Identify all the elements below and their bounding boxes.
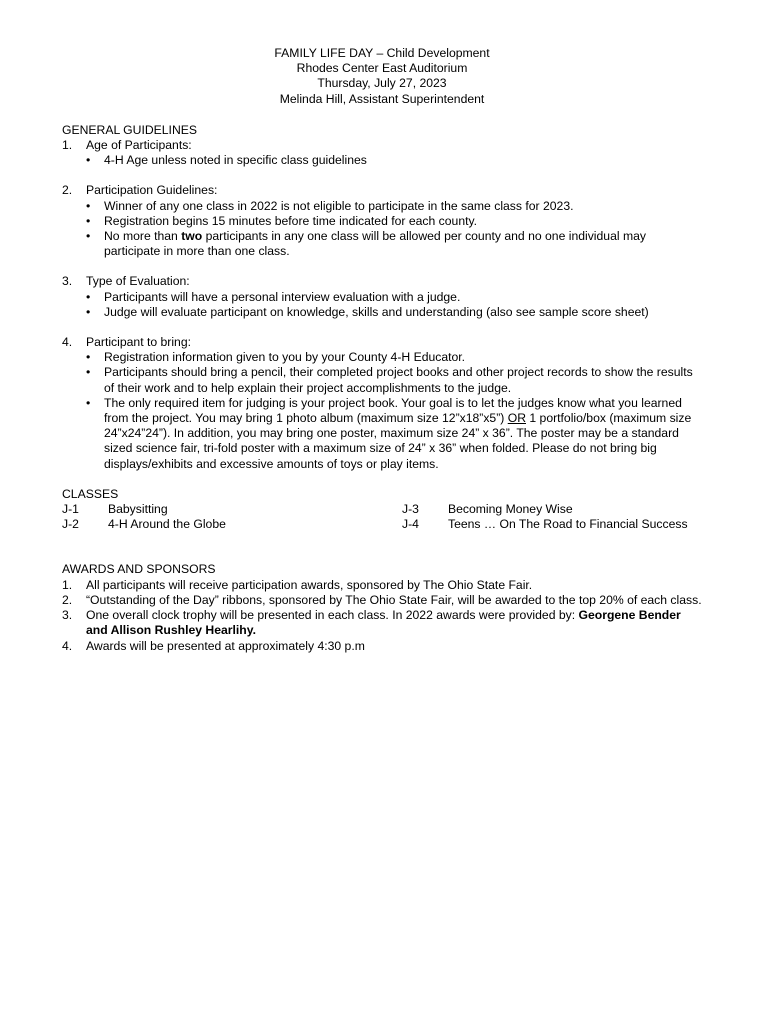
list-item: • Registration information given to you by your County 4-H Educator. xyxy=(62,350,702,365)
document-page xyxy=(62,46,702,654)
award-item: 2. “Outstanding of the Day” ribbons, sponsored by The Ohio State Fair, will be awarded to the top 20% of each class. xyxy=(62,592,702,607)
item-number: 1. xyxy=(62,138,73,153)
evaluation-bullets xyxy=(62,290,702,320)
class-name: Teens … On The Road to Financial Success xyxy=(448,517,688,532)
bullet-icon: • xyxy=(86,395,91,410)
guideline-participation xyxy=(62,183,702,198)
bullet-icon: • xyxy=(86,153,91,168)
item-number: 2. xyxy=(62,592,73,607)
bullet-icon: • xyxy=(86,229,91,244)
class-name: Becoming Money Wise xyxy=(448,502,573,517)
guideline-bring xyxy=(62,335,702,350)
document-header xyxy=(62,46,702,107)
item-number: 3. xyxy=(62,274,73,289)
item-title: Type of Evaluation: xyxy=(86,274,190,289)
item-title: Age of Participants: xyxy=(86,138,192,153)
item-number: 4. xyxy=(62,335,73,350)
item-title: Participation Guidelines: xyxy=(86,183,218,198)
award-item: 1. All participants will receive participation awards, sponsored by The Ohio State Fair. xyxy=(62,577,533,592)
item-number: 4. xyxy=(62,638,73,653)
list-item: • Participants will have a personal interview evaluation with a judge. xyxy=(62,290,702,305)
bullet-icon: • xyxy=(86,304,91,319)
guideline-age xyxy=(62,138,702,153)
list-item: • Judge will evaluate participant on knowledge, skills and understanding (also see sample score sheet) xyxy=(62,305,702,320)
event-superintendent: Melinda Hill, Assistant Superintendent xyxy=(279,91,485,106)
list-item: • Participants should bring a pencil, their completed project books and other project records to show the results of their work and to help explain their project accomplishments to the judge. xyxy=(62,365,702,395)
classes-table xyxy=(62,502,702,532)
age-bullets xyxy=(62,153,702,168)
bullet-icon: • xyxy=(86,365,91,380)
event-location: Rhodes Center East Auditorium xyxy=(296,61,468,76)
class-code: J-2 xyxy=(62,517,79,532)
guideline-evaluation xyxy=(62,274,702,289)
class-name: 4-H Around the Globe xyxy=(108,517,226,532)
item-number: 2. xyxy=(62,183,73,198)
bring-bullets xyxy=(62,350,702,472)
list-item: • Registration begins 15 minutes before time indicated for each county. xyxy=(62,214,702,229)
awards-heading: AWARDS AND SPONSORS xyxy=(62,562,216,577)
class-code: J-4 xyxy=(402,517,419,532)
award-item: 3. One overall clock trophy will be presented in each class. In 2022 awards were provided by: Georgene Bender and Allison Rushley Hearlihy. xyxy=(62,608,681,638)
bullet-icon: • xyxy=(86,213,91,228)
class-name: Babysitting xyxy=(108,502,168,517)
event-title: FAMILY LIFE DAY – Child Development xyxy=(274,46,490,60)
list-item: • No more than two participants in any one class will be allowed per county and no one individual may participate in more than one class. xyxy=(62,229,702,259)
bullet-icon: • xyxy=(86,289,91,304)
class-code: J-1 xyxy=(62,502,79,517)
list-item: • The only required item for judging is your project book. Your goal is to let the judges know what you learned from the project. You may bring 1 photo album (maximum size 12”x18”x5”) OR 1 portfolio/box (maximum size 24”x24”24”). In addition, you may bring one poster, maximum size 24” x 36”. The poster may be a standard sized science fair, tri-fold poster with a maximum size of 24” x 36” when folded. Please do not bring big displays/exhibits and excessive amounts of toys or play items. xyxy=(62,396,702,472)
general-guidelines-heading: GENERAL GUIDELINES xyxy=(62,122,198,137)
bullet-icon: • xyxy=(86,198,91,213)
item-title: Participant to bring: xyxy=(86,335,192,350)
classes-heading: CLASSES xyxy=(62,486,119,501)
class-code: J-3 xyxy=(402,502,419,517)
participation-bullets xyxy=(62,199,702,260)
event-date: Thursday, July 27, 2023 xyxy=(317,76,447,91)
bullet-icon: • xyxy=(86,350,91,365)
list-item: • 4-H Age unless noted in specific class guidelines xyxy=(62,153,702,168)
item-number: 3. xyxy=(62,608,73,623)
item-number: 1. xyxy=(62,577,73,592)
list-item: • Winner of any one class in 2022 is not eligible to participate in the same class for 2023. xyxy=(62,199,702,214)
award-item: 4. Awards will be presented at approximately 4:30 p.m xyxy=(62,638,365,653)
